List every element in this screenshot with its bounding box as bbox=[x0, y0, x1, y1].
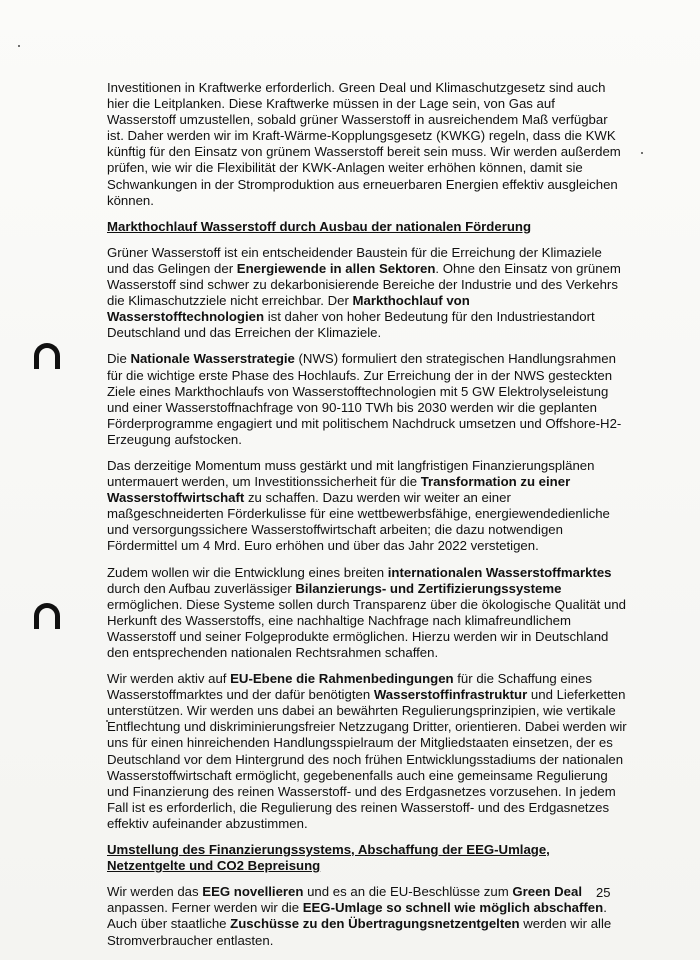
text-segment: zu schaffen. Dazu werden wir weiter an einer maßgeschneiderten Förderkulisse für eine wettbewerbsfähige, energiewendedienliche und versorgungssichere Wasserstoffwirtschaft arbeiten; die dazu notwendigen Fördermittel um 4 Mrd. Euro erhöhen und über das Jahr 2022 verstetigen. bbox=[107, 490, 610, 554]
text-segment: und Lieferketten unterstützen. Wir werden uns dabei an bewährten Regulierungsprinzipien, wie vertikale Entflechtung und diskriminierungsfreier Netzzugang Dritter, orientieren. Dabei werden wir uns für einen hinreichenden Handlungsspielraum der Mitgliedstaaten einsetzen, der es Deutschland vor dem Hintergrund des noch frühen Entwicklungsstadiums der nationalen Wasserstoffwirtschaft ermöglicht, gegebenenfalls auch eine gemeinsame Regulierung und Finanzierung des reinen Wasserstoff- und des Erdgasnetzes vorzusehen. In jedem Fall ist es erforderlich, die Regulierung des reinen Wasserstoff- und des Erdgasnetzes effektiv aufeinander abzustimmen. bbox=[107, 687, 627, 831]
document-body bbox=[107, 80, 627, 959]
text-segment: Wir werden das bbox=[107, 884, 203, 900]
bold-phrase: Green Deal bbox=[512, 884, 582, 900]
text-segment: Die bbox=[107, 351, 131, 367]
body-paragraph bbox=[107, 351, 627, 448]
text-segment: Umstellung des Finanzierungssystems, Abschaffung der EEG-Umlage, Netzentgelte und CO2 Bepreisung bbox=[107, 842, 550, 874]
bold-phrase: Wasserstoffinfrastruktur bbox=[373, 687, 528, 703]
text-segment: werden wir alle Stromverbraucher entlasten. bbox=[107, 916, 612, 948]
bold-phrase: EU-Ebene die Rahmenbedingungen bbox=[230, 671, 454, 687]
text-segment: und es an die EU-Beschlüsse zum bbox=[303, 884, 513, 900]
page-number: 25 bbox=[596, 885, 611, 900]
scan-speck bbox=[18, 45, 20, 47]
text-segment: Das derzeitige Momentum muss gestärkt und mit langfristigen Finanzierungsplänen untermauert werden, um Investitionssicherheit für die bbox=[107, 457, 595, 490]
text-segment: ermöglichen. Diese Systeme sollen durch Transparenz über die ökologische Qualität und Herkunft des Wasserstoffs, eine nachhaltige Nachfrage nach klimafreundlichem Wasserstoff und seiner Folgeprodukte ermöglichen. Hierzu werden wir in Deutschland den entsprechenden nationalen Rechtsrahmen schaffen. bbox=[107, 596, 626, 660]
text-segment: . Auch über staatliche bbox=[107, 900, 607, 932]
body-paragraph bbox=[107, 671, 627, 832]
text-segment: für die Schaffung eines Wasserstoffmarktes und der dafür benötigten bbox=[107, 671, 592, 703]
body-paragraph bbox=[107, 80, 627, 209]
text-segment: durch den Aufbau zuverlässiger bbox=[107, 580, 296, 596]
body-paragraph bbox=[107, 565, 627, 662]
body-paragraph bbox=[107, 245, 627, 342]
bold-phrase: Energiewende in allen Sektoren bbox=[236, 260, 436, 276]
text-segment: Grüner Wasserstoff ist ein entscheidender Baustein für die Erreichung der Klimaziele und das Gelingen der bbox=[107, 244, 602, 276]
text-segment: Wir werden aktiv auf bbox=[107, 671, 231, 687]
text-segment: Investitionen in Kraftwerke erforderlich. Green Deal und Klimaschutzgesetz sind auch hier die Leitplanken. Diese Kraftwerke müssen in der Lage sein, von Gas auf Wasserstoff umzustellen, sobald grüner Wasserstoff in ausreichendem Maß verfügbar ist. Daher werden wir im Kraft-Wärme-Kopplungsgesetz (KWKG) regeln, dass die KWK künftig für den Einsatz von grünem Wasserstoff bereit sein muss. Wir werden außerdem prüfen, wie wir die Flexibilität der KWK-Anlagen weiter erhöhen können, damit sie Schwankungen in der Stromproduktion aus erneuerbaren Energien effektiv ausgleichen können. bbox=[107, 80, 621, 208]
bold-phrase: EEG novellieren bbox=[202, 884, 304, 900]
body-paragraph bbox=[107, 458, 627, 555]
text-segment: . Ohne den Einsatz von grünem Wasserstoff sind schwer zu dekarbonisierende Bereiche der Industrie und des Verkehrs die Klimaschutzziele nicht erreichbar. Der bbox=[107, 260, 621, 309]
section-heading bbox=[107, 219, 627, 235]
bold-phrase: Markthochlauf von Wasserstofftechnologien bbox=[107, 293, 470, 325]
text-segment: anpassen. Ferner werden wir die bbox=[107, 900, 303, 916]
body-paragraph bbox=[107, 884, 627, 948]
bold-phrase: EEG-Umlage so schnell wie möglich abschaffen bbox=[302, 900, 604, 916]
bold-phrase: Nationale Wasserstrategie bbox=[130, 351, 295, 367]
text-segment: Zudem wollen wir die Entwicklung eines breiten bbox=[107, 564, 388, 580]
bold-phrase: Bilanzierungs- und Zertifizierungssysteme bbox=[295, 580, 562, 596]
text-segment: Markthochlauf Wasserstoff durch Ausbau der nationalen Förderung bbox=[107, 218, 531, 234]
bold-phrase: internationalen Wasserstoffmarktes bbox=[387, 564, 612, 580]
text-segment: (NWS) formuliert den strategischen Handlungsrahmen für die wichtige erste Phase des Hochlaufs. Zur Erreichung der in der NWS gesteckten Ziele eines Markthochlaufs von Wasserstofftechnologien mit 5 GW Elektrolyseleistung und einer Wasserstoffnachfrage von 90-110 TWh bis 2030 werden wir die geplanten Förderprogramme engagiert und mit politischem Nachdruck umsetzen und Offshore-H2-Erzeugung aufstocken. bbox=[107, 351, 622, 447]
scan-speck bbox=[641, 152, 643, 154]
punch-hole-mark-bottom bbox=[34, 603, 60, 623]
punch-hole-mark-top bbox=[34, 343, 60, 363]
text-segment: ist daher von hoher Bedeutung für den Industriestandort Deutschland und das Erreichen der Klimaziele. bbox=[107, 309, 595, 341]
section-heading bbox=[107, 842, 627, 874]
bold-phrase: Transformation zu einer Wasserstoffwirtschaft bbox=[107, 474, 571, 506]
bold-phrase: Zuschüsse zu den Übertragungsnetzentgelten bbox=[230, 916, 520, 932]
